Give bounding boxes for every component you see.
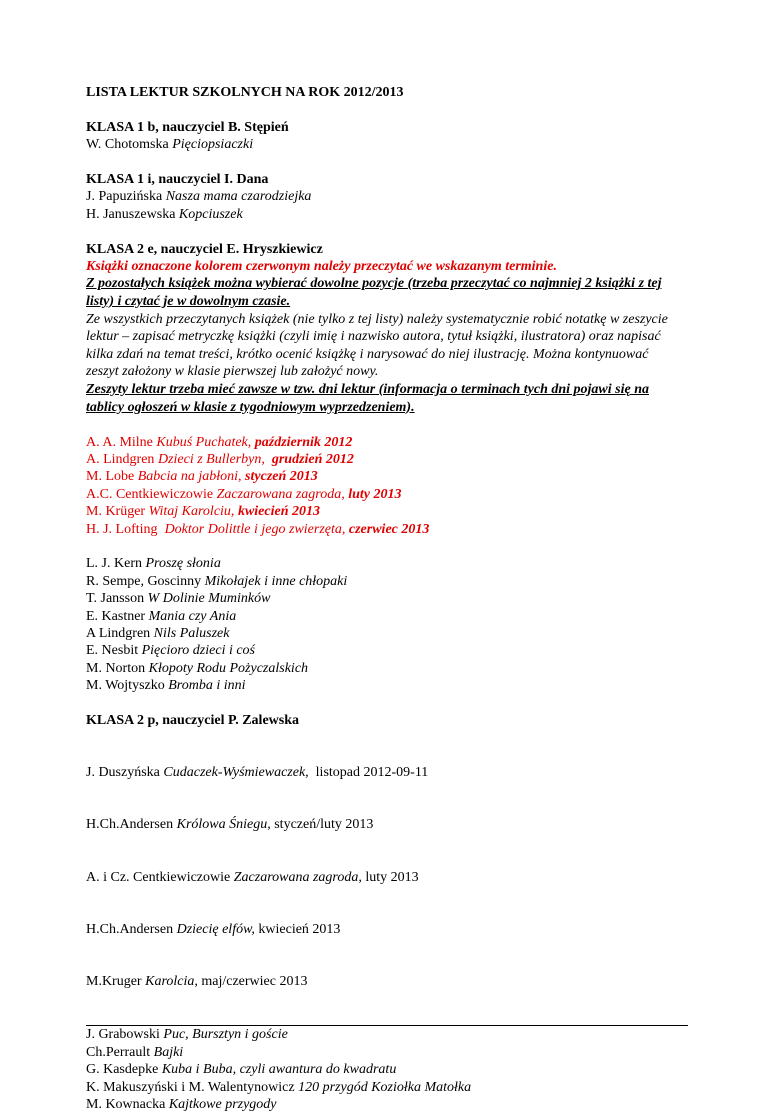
due-date: grudzień 2012 bbox=[271, 451, 354, 467]
book-author: W. Chotomska bbox=[86, 137, 173, 153]
required-reading-list bbox=[86, 434, 682, 538]
document-page bbox=[86, 84, 682, 1113]
list-item bbox=[86, 1061, 682, 1078]
list-item bbox=[86, 608, 682, 625]
list-item bbox=[86, 503, 682, 520]
book-author: T. Jansson bbox=[86, 591, 148, 607]
book-author: Ch.Perrault bbox=[86, 1044, 154, 1060]
list-item bbox=[86, 188, 682, 205]
list-item bbox=[86, 136, 682, 153]
book-title: Bromba i inni bbox=[168, 678, 246, 694]
book-author: M. Lobe bbox=[86, 469, 138, 485]
book-author: A.C. Centkiewiczowie bbox=[86, 486, 217, 502]
book-author: J. Duszyńska bbox=[86, 765, 164, 781]
book-title: Dzieci z Bullerbyn, bbox=[157, 451, 265, 467]
book-title: Zaczarowana zagroda, bbox=[233, 869, 362, 885]
book-title: Kuba i Buba, czyli awantura do kwadratu bbox=[161, 1062, 397, 1078]
book-title: Mikołajek i inne chłopaki bbox=[204, 573, 348, 589]
list-item bbox=[86, 434, 682, 451]
book-author: M.Kruger bbox=[86, 974, 146, 990]
book-author: H.Ch.Andersen bbox=[86, 921, 177, 937]
book-title: Babcia na jabłoni, bbox=[137, 469, 242, 485]
book-author: A. i Cz. Centkiewiczowie bbox=[86, 869, 234, 885]
spacer bbox=[86, 416, 682, 433]
due-date: styczeń/luty 2013 bbox=[270, 817, 374, 833]
due-date: luty 2013 bbox=[348, 486, 402, 502]
book-title: Kopciuszek bbox=[178, 206, 243, 222]
book-title: Nils Paluszek bbox=[153, 626, 230, 642]
book-title: Witaj Karolciu, bbox=[148, 504, 235, 520]
book-title: Karolcia bbox=[145, 974, 195, 990]
book-author: E. Kastner bbox=[86, 608, 149, 624]
book-title: Kajtkowe przygody bbox=[168, 1096, 277, 1112]
spacer bbox=[86, 538, 682, 555]
list-item bbox=[86, 660, 682, 677]
list-item bbox=[86, 521, 682, 538]
book-author: K. Makuszyński i M. Walentynowicz bbox=[86, 1079, 299, 1095]
book-author: J. Papuzińska bbox=[86, 189, 166, 205]
book-title: Pięciopsiaczki bbox=[172, 137, 254, 153]
book-title: W Dolinie Muminków bbox=[147, 591, 271, 607]
list-item bbox=[86, 869, 682, 886]
due-date: styczeń 2013 bbox=[245, 469, 318, 485]
bring-journal-note: Zeszyty lektur trzeba mieć zawsze w tzw. dni lektur (informacja o terminach tych dni pojawi się na tablicy ogłoszeń w klasie z tygodniowym wyprzedzeniem). bbox=[86, 381, 650, 415]
due-date: październik 2012 bbox=[254, 434, 353, 450]
separator: , bbox=[247, 434, 255, 450]
list-item bbox=[86, 555, 682, 572]
book-author: H.Ch.Andersen bbox=[86, 817, 177, 833]
other-reading-list bbox=[86, 1026, 682, 1113]
list-item bbox=[86, 764, 682, 781]
list-item bbox=[86, 451, 682, 468]
class-2e-heading: KLASA 2 e, nauczyciel E. Hryszkiewicz bbox=[86, 241, 323, 257]
book-title: Pięcioro dzieci i coś bbox=[141, 643, 256, 659]
due-date: kwiecień 2013 bbox=[237, 504, 320, 520]
book-author: M. Norton bbox=[86, 660, 149, 676]
due-date: , maj/czerwiec 2013 bbox=[194, 974, 308, 990]
book-author: M. Kownacka bbox=[86, 1096, 169, 1112]
book-author: R. Sempe, Goscinny bbox=[86, 573, 205, 589]
book-author: A Lindgren bbox=[86, 626, 154, 642]
class-2p-heading: KLASA 2 p, nauczyciel P. Zalewska bbox=[86, 713, 300, 729]
list-item bbox=[86, 921, 682, 938]
scheduled-reading-list bbox=[86, 729, 682, 1025]
book-author: H. Januszewska bbox=[86, 206, 179, 222]
book-title: Puc, Bursztyn i goście bbox=[163, 1027, 288, 1043]
book-author: E. Nesbit bbox=[86, 643, 142, 659]
book-title: 120 przygód Koziołka Matołka bbox=[298, 1079, 472, 1095]
book-title: Doktor Dolittle i jego zwierzęta, bbox=[164, 521, 346, 537]
book-title: Bajki bbox=[153, 1044, 184, 1060]
book-title: Kłopoty Rodu Pożyczalskich bbox=[148, 660, 309, 676]
class-1b-heading: KLASA 1 b, nauczyciel B. Stępień bbox=[86, 119, 289, 135]
book-title: Cudaczek-Wyśmiewaczek, bbox=[163, 765, 309, 781]
list-item bbox=[86, 590, 682, 607]
book-author: L. J. Kern bbox=[86, 556, 146, 572]
list-item bbox=[86, 573, 682, 590]
book-title: Kubuś Puchatek bbox=[156, 434, 248, 450]
list-item bbox=[86, 1096, 682, 1113]
list-item bbox=[86, 206, 682, 223]
list-item bbox=[86, 468, 682, 485]
journal-note: Ze wszystkich przeczytanych książek (nie tylko z tej listy) należy systematycznie robić notatkę w zeszycie lektur – zapisać metryczkę książki (czyli imię i nazwisko autora, tytuł książki, ilustratora) oraz napisać kilka zdań na temat treści, krótko ocenić książkę i narysować do niej ilustrację. Można kontynuować zeszyt założony w klasie pierwszej lub założyć nowy. bbox=[86, 311, 668, 380]
list-item bbox=[86, 973, 682, 990]
list-item bbox=[86, 1079, 682, 1096]
due-date: luty 2013 bbox=[361, 869, 419, 885]
book-title: Królowa Śniegu, bbox=[176, 817, 271, 833]
choice-note: Z pozostałych książek można wybierać dowolne pozycje (trzeba przeczytać co najmniej 2 książki z tej listy) i czytać je w dowolnym czasie. bbox=[86, 276, 662, 310]
book-author: A. A. Milne bbox=[86, 434, 157, 450]
book-title: Mania czy Ania bbox=[148, 608, 237, 624]
list-item bbox=[86, 642, 682, 659]
book-title: Zaczarowana zagroda, bbox=[216, 486, 345, 502]
due-date: kwiecień 2013 bbox=[254, 921, 341, 937]
red-books-note: Książki oznaczone kolorem czerwonym należy przeczytać we wskazanym terminie. bbox=[86, 259, 557, 275]
due-date: czerwiec 2013 bbox=[348, 521, 430, 537]
book-author: A. Lindgren bbox=[86, 451, 158, 467]
book-title: Dziecię elfów, bbox=[176, 921, 255, 937]
class-1i-heading: KLASA 1 i, nauczyciel I. Dana bbox=[86, 172, 269, 187]
book-title: Proszę słonia bbox=[145, 556, 221, 572]
list-item bbox=[86, 677, 682, 694]
spacer bbox=[86, 154, 682, 171]
page-title: LISTA LEKTUR SZKOLNYCH NA ROK 2012/2013 bbox=[86, 85, 404, 100]
book-author: G. Kasdepke bbox=[86, 1062, 162, 1078]
separator bbox=[265, 452, 272, 467]
list-item bbox=[86, 486, 682, 503]
list-item bbox=[86, 1026, 682, 1043]
due-date: listopad 2012-09-11 bbox=[308, 765, 429, 781]
list-item bbox=[86, 625, 682, 642]
list-item bbox=[86, 1044, 682, 1061]
list-item bbox=[86, 816, 682, 833]
spacer bbox=[86, 223, 682, 240]
book-author: H. J. Lofting bbox=[86, 521, 165, 537]
book-author: M. Wojtyszko bbox=[86, 678, 169, 694]
optional-reading-list bbox=[86, 555, 682, 694]
spacer bbox=[86, 101, 682, 118]
spacer bbox=[86, 695, 682, 712]
book-author: M. Krüger bbox=[86, 504, 149, 520]
book-title: Nasza mama czarodziejka bbox=[165, 189, 312, 205]
book-author: J. Grabowski bbox=[86, 1027, 164, 1043]
